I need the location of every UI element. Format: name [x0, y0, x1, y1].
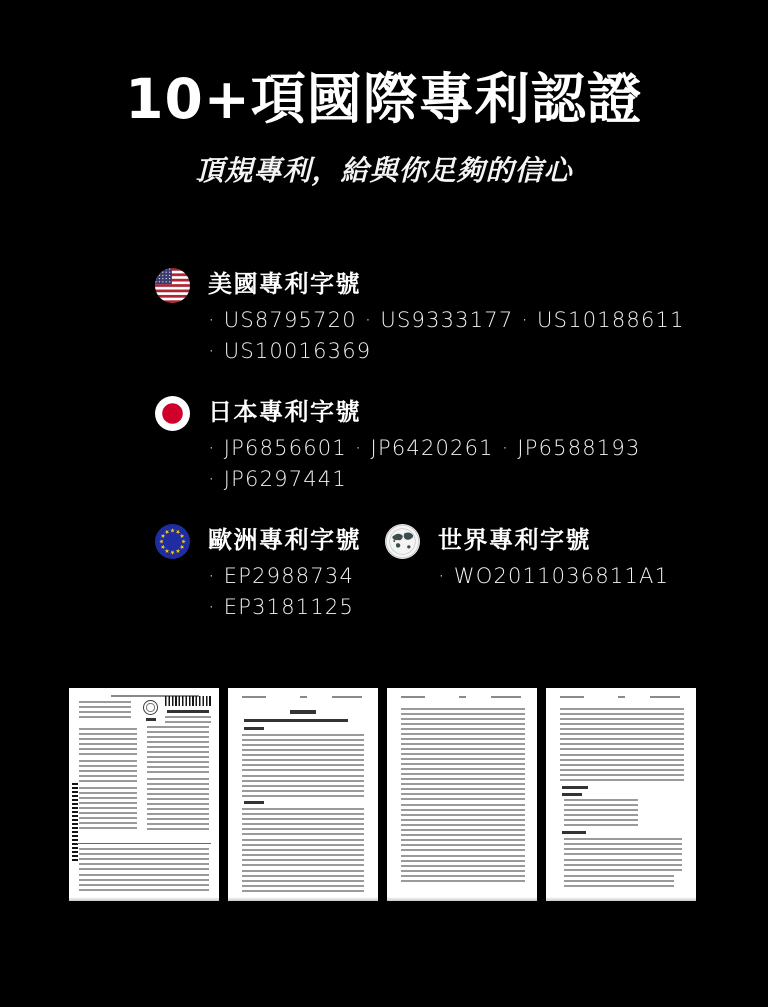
vertical-barcode	[72, 783, 78, 861]
page-subtitle: 頂規專利，給與你足夠的信心	[195, 154, 573, 187]
patent-document-thumbnail-page-4	[546, 688, 696, 901]
section-us-patents	[155, 267, 685, 367]
patent-document-thumbnail-page-2	[228, 688, 378, 901]
eu-world-row	[155, 523, 675, 623]
patent-numbers-line: · EP3181125	[208, 595, 355, 619]
patent-document-thumbnail-front-page	[69, 688, 219, 901]
patent-numbers-line: · JP6856601 · JP6420261 · JP6588193	[208, 436, 641, 460]
pct-seal-icon	[143, 700, 158, 715]
patent-documents-row	[69, 688, 696, 901]
section-heading-world: 世界專利字號	[438, 526, 591, 554]
section-japan-patents	[155, 395, 675, 495]
us-flag-icon	[155, 268, 190, 303]
patent-numbers-line: · US8795720 · US9333177 · US10188611	[208, 308, 685, 332]
section-world-patents	[385, 523, 669, 623]
patent-numbers-line: · EP2988734	[208, 564, 355, 588]
patent-numbers-line: · WO2011036811A1	[438, 564, 670, 588]
eu-flag-icon	[155, 524, 190, 559]
section-heading-europe: 歐洲專利字號	[208, 526, 361, 554]
section-heading-japan: 日本專利字號	[208, 398, 361, 426]
section-heading-us: 美國專利字號	[208, 270, 361, 298]
page-title: 10+項國際專利認證	[125, 67, 643, 131]
world-globe-icon	[385, 524, 420, 559]
patent-sections	[155, 267, 685, 623]
japan-flag-icon	[155, 396, 190, 431]
patent-document-thumbnail-page-3	[387, 688, 537, 901]
patent-numbers-line: · JP6297441	[208, 467, 347, 491]
section-europe-patents	[155, 523, 385, 623]
barcode	[165, 696, 211, 706]
patent-numbers-line: · US10016369	[208, 339, 372, 363]
